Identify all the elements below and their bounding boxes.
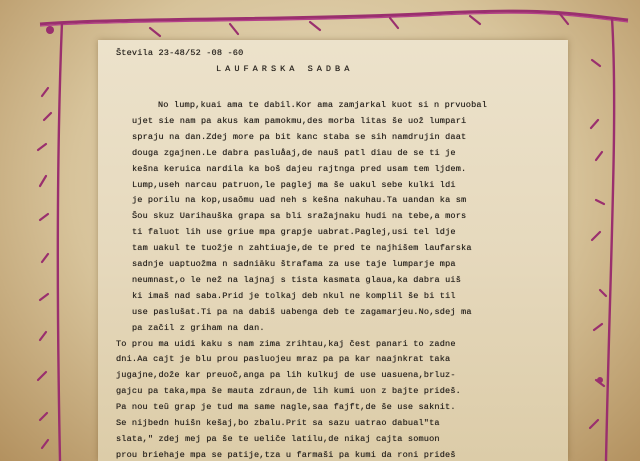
body-line: jugajne,dože kar preuoč,anga pa lih kulkuj de use uasuena,brluz-	[116, 370, 456, 381]
body-line: dni.Aa cajt je blu prou pasluojeu mraz pa pa kar naajnkrat taka	[116, 354, 451, 365]
body-line: neumnast,o le než na lajnaj s tista kasmata glaua,ka dabra uiš	[132, 274, 462, 285]
body-line: use paslušat.Ti pa na dabiš uabenga deb te zagamarjeu.No,sdej ma	[132, 306, 472, 317]
body-line: Šou skuz Uarihauška grapa sa bli sražajnaku hudi na tebe,a mors	[132, 211, 467, 222]
body-line: To prou ma uidi kaku s nam zima zrihtau,kaj čest panari to zadne	[116, 338, 456, 349]
body-line: gajcu pa taka,mpa še mauta zdraun,de lih kumi uon z bajte prideš.	[116, 386, 461, 397]
body-line: Pa nou teŭ grap je tud ma same nagle,saa fajft,de še use saknit.	[116, 402, 456, 413]
body-line: ujet sie nam pa akus kam pamokmu,des morba litas še uož lumpari	[132, 115, 467, 126]
document-title: LAUFARSKA SADBA	[216, 64, 354, 74]
body-line: ti faluot lih use griue mpa grapje uabrat.Paglej,usi tel ldje	[132, 227, 456, 238]
body-line: je porilu na kop,usaŏmu uad neh s kešna nakuhau.Ta uandan ka sm	[132, 195, 467, 206]
body-line: No lump,kuai ama te dabil.Kor ama zamjarkal kuot si n prvuobal	[158, 100, 488, 110]
body-line: Lump,useh narcau patruon,le paglej ma še uakul sebe kulki ldi	[132, 179, 456, 190]
body-line: tam uakul te tuožje n zahtiuaje,de te pred te najhišem laufarska	[132, 243, 472, 254]
body-line: Se nijbedn huišn kešaj,bo zbalu.Prit sa sazu uatrao dabual"ta	[116, 418, 440, 428]
body-line: pa začil z griham na dan.	[132, 322, 265, 333]
typewritten-sheet	[98, 40, 568, 461]
body-line: douga zgajnen.Le dabra pasluåaj,de nauš patl diau de se ti je	[132, 147, 456, 158]
document-number: Števila 23-48/52 -08 -60	[116, 48, 244, 58]
body-line: spraju na dan.Zdej more pa bit kanc staba se sih namdrujin daat	[132, 131, 467, 142]
body-line: prou briehaje mpa se patije,tza u farmaši pa kumi da roni prideš	[116, 449, 456, 460]
body-line: slata," zdej mej pa še te ueliče latilu,de nikaj cajta somuon	[116, 433, 440, 444]
body-line: ki imaš nad saba.Prid je tolkaj deb nkul ne komplil še bi til	[132, 290, 456, 301]
body-line: sadnje uaptuožma n sadniāku štrafama za use taje lumparje mpa	[132, 259, 456, 269]
body-line: kešna keruica nardila ka boš dajeu rajtnga pred usam tem ljdem.	[132, 163, 467, 174]
